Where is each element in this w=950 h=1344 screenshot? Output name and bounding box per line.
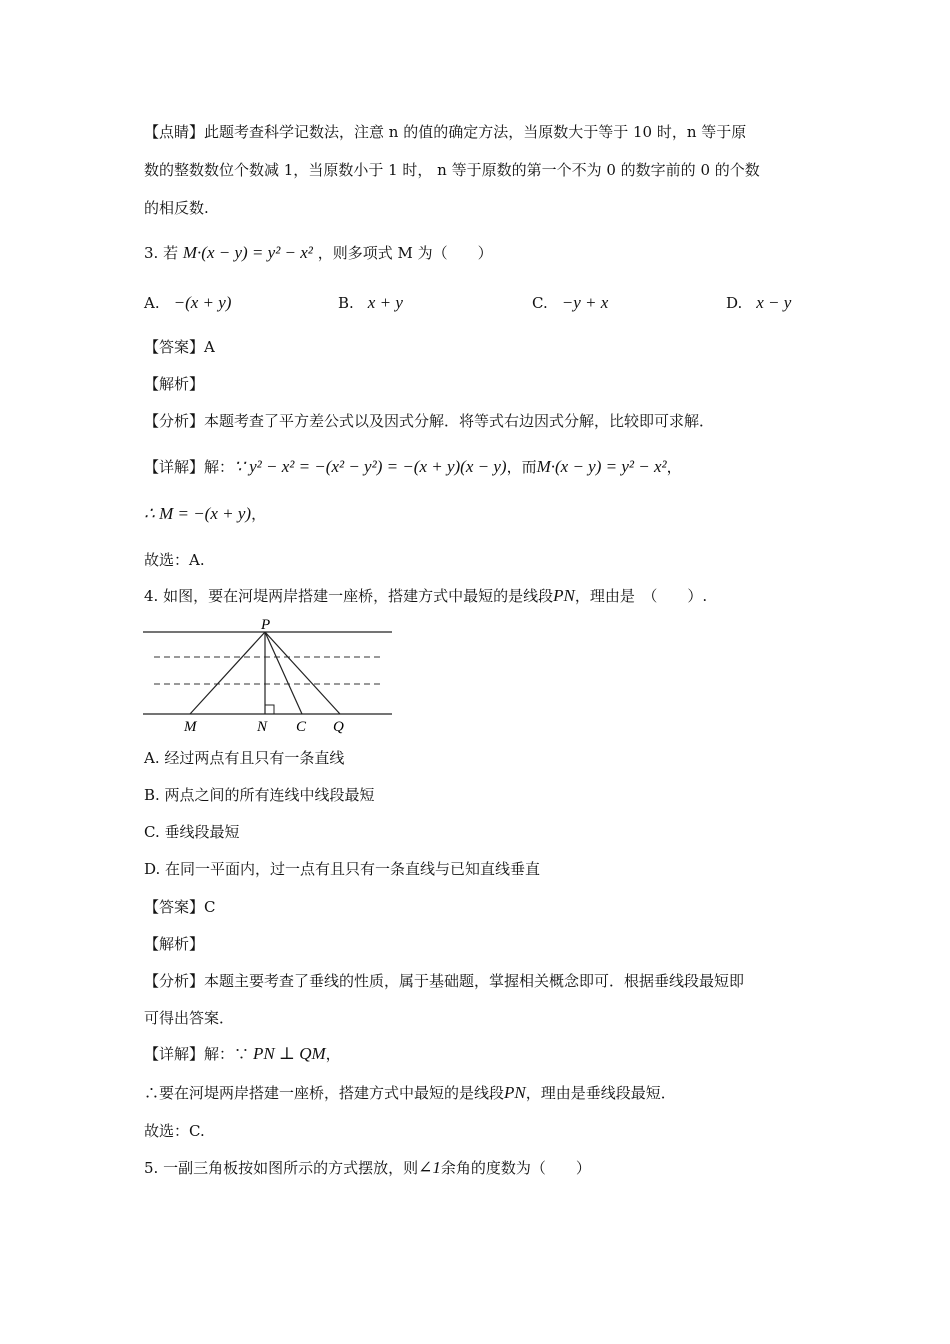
q3-formula: M·(x − y) = y² − x² bbox=[182, 243, 313, 262]
segment-pm bbox=[190, 632, 265, 714]
q3-detailed-solution bbox=[144, 456, 682, 478]
q4-stem-pn: PN bbox=[553, 586, 575, 605]
dianjing-line-2: 数的整数数位个数减 1，当原数小于 1 时， n 等于原数的第一个不为 0 的数字前的 0 的个数 bbox=[144, 161, 760, 179]
q4-option-a: A. 经过两点有且只有一条直线 bbox=[144, 749, 345, 767]
q4-analysis-line-2: 可得出答案． bbox=[144, 1009, 235, 1027]
option-expr: −(x + y) bbox=[173, 293, 232, 312]
q3-analysis: 【分析】本题考查了平方差公式以及因式分解．将等式右边因式分解，比较即可求解． bbox=[144, 412, 715, 430]
river-bridge-figure bbox=[140, 618, 400, 736]
q3-therefore-end: ， bbox=[251, 505, 267, 523]
q3-choose: 故选：A. bbox=[144, 551, 205, 569]
segment-pq bbox=[265, 632, 340, 714]
q4-stem-suffix: ，理由是 （ ）. bbox=[574, 587, 708, 605]
q3-xiangjie-formula-2: M·(x − y) = y² − x² bbox=[536, 457, 667, 476]
q4-stem-prefix: 4. 如图，要在河堤两岸搭建一座桥，搭建方式中最短的是线段 bbox=[144, 587, 554, 605]
question-5-stem bbox=[144, 1157, 591, 1179]
q4-option-c: C. 垂线段最短 bbox=[144, 823, 240, 841]
label-n: N bbox=[257, 719, 268, 735]
q3-jiexi-heading: 【解析】 bbox=[144, 375, 205, 393]
q4-jiexi-heading: 【解析】 bbox=[144, 935, 205, 953]
q3-suffix: ，则多项式 M 为（ ） bbox=[317, 244, 493, 262]
option-letter: A. bbox=[144, 294, 160, 312]
q3-xiangjie-formula-1: ∵ y² − x² = −(x² − y²) = −(x + y)(x − y) bbox=[234, 457, 507, 476]
q5-stem-angle: ∠1 bbox=[418, 1158, 441, 1177]
option-letter: D. bbox=[726, 294, 743, 312]
q4-answer: 【答案】C bbox=[144, 898, 216, 916]
q4-therefore-pn: PN bbox=[504, 1083, 526, 1102]
label-p: P bbox=[261, 618, 271, 633]
option-letter: B. bbox=[338, 294, 354, 312]
q3-xiangjie-mid: ，而 bbox=[506, 458, 537, 476]
dianjing-line-3: 的相反数. bbox=[144, 199, 209, 217]
q4-xiangjie-end: ， bbox=[325, 1045, 341, 1063]
question-4-stem bbox=[144, 585, 707, 607]
q3-xiangjie-label: 【详解】解： bbox=[144, 458, 235, 476]
q4-therefore-suffix: ，理由是垂线段最短． bbox=[525, 1084, 676, 1102]
q3-option-a bbox=[144, 292, 231, 314]
q3-xiangjie-end: ， bbox=[666, 458, 682, 476]
q5-stem-suffix: 余角的度数为（ ） bbox=[440, 1159, 591, 1177]
q3-answer: 【答案】A bbox=[144, 338, 215, 356]
label-c: C bbox=[296, 719, 307, 735]
q3-option-b bbox=[338, 292, 403, 314]
question-3-stem bbox=[144, 242, 493, 264]
q3-option-d bbox=[726, 292, 791, 314]
option-expr: −y + x bbox=[561, 293, 609, 312]
q4-xiangjie-formula: PN ⊥ QM bbox=[253, 1044, 326, 1063]
q4-option-d: D. 在同一平面内，过一点有且只有一条直线与已知直线垂直 bbox=[144, 860, 541, 878]
label-q: Q bbox=[333, 719, 344, 735]
q4-choose: 故选：C. bbox=[144, 1122, 205, 1140]
option-expr: x + y bbox=[367, 293, 403, 312]
segment-pc bbox=[265, 632, 302, 714]
right-angle-mark bbox=[265, 705, 274, 714]
label-m: M bbox=[184, 719, 197, 735]
q3-option-c bbox=[532, 292, 608, 314]
option-expr: x − y bbox=[756, 293, 792, 312]
q4-option-b: B. 两点之间的所有连线中线段最短 bbox=[144, 786, 375, 804]
dianjing-line-1: 【点睛】此题考查科学记数法，注意 n 的值的确定方法，当原数大于等于 10 时，n 等于原 bbox=[144, 123, 747, 141]
q3-prefix: 3. 若 bbox=[144, 244, 179, 262]
q4-analysis-line-1: 【分析】本题主要考查了垂线的性质，属于基础题，掌握相关概念即可．根据垂线段最短即 bbox=[144, 972, 745, 990]
q4-therefore-prefix: ∴要在河堤两岸搭建一座桥，搭建方式中最短的是线段 bbox=[144, 1084, 505, 1102]
q5-stem-prefix: 5. 一副三角板按如图所示的方式摆放，则 bbox=[144, 1159, 419, 1177]
option-letter: C. bbox=[532, 294, 548, 312]
q4-detailed-solution bbox=[144, 1043, 341, 1065]
q3-therefore bbox=[144, 503, 266, 525]
q3-therefore-formula: ∴ M = −(x + y) bbox=[144, 504, 252, 523]
q4-therefore bbox=[144, 1082, 676, 1104]
q4-xiangjie-label: 【详解】解：∵ bbox=[144, 1045, 250, 1063]
